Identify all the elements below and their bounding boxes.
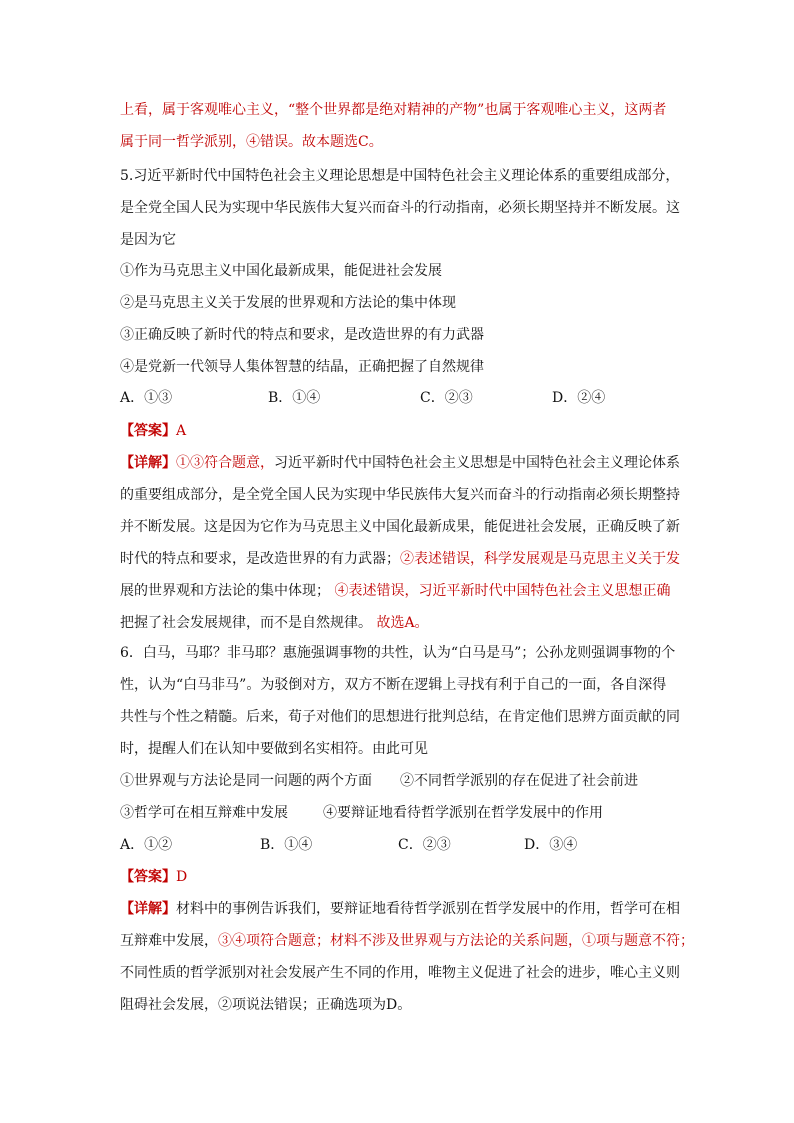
q6-option-b: B．①④: [260, 837, 313, 853]
q5-analysis-line: 时代的特点和要求，是改造世界的有力武器；②表述错误，科学发展观是马克思主义关于发: [120, 551, 680, 567]
q6-option-d: D．③④: [524, 837, 578, 853]
q5-analysis-line: 把握了社会发展规律，而不是自然规律。 故选A。: [120, 615, 429, 631]
question-6-analysis: [120, 893, 694, 1021]
q6-statement-3: ③哲学可在相互辩难中发展: [120, 805, 288, 821]
q5-analysis-line: 并不断发展。这是因为它作为马克思主义中国化最新成果，能促进社会发展，正确反映了新: [120, 519, 680, 535]
q5-statement-4: ④是党新一代领导人集体智慧的结晶，正确把握了自然规律: [120, 359, 484, 375]
q5-statement-2: ②是马克思主义关于发展的世界观和方法论的集中体现: [120, 295, 456, 311]
answer-value: A: [176, 423, 187, 439]
q6-analysis-line: 互辩难中发展，③④项符合题意；材料不涉及世界观与方法论的关系问题，①项与题意不符；: [120, 933, 694, 949]
question-5-analysis: [120, 447, 680, 639]
q5-option-d: D．②④: [552, 390, 606, 406]
q5-statement-3: ③正确反映了新时代的特点和要求，是改造世界的有力武器: [120, 327, 484, 343]
q6-stem-line: 共性与个性之精髓。后来，荀子对他们的思想进行批判总结，在肯定他们思辨方面贡献的同: [120, 709, 680, 725]
question-5-statements: [120, 255, 680, 383]
question-6-statements-row-1: [120, 765, 680, 797]
q6-analysis-line: 阻碍社会发展，②项说法错误；正确选项为D。: [120, 997, 412, 1013]
question-6-answer: [120, 861, 680, 893]
q5-stem-line: 是全党全国人民为实现中华民族伟大复兴而奋斗的行动指南，必须长期坚持并不断发展。这: [120, 200, 680, 216]
question-6-options: [120, 829, 680, 861]
q6-stem-line: 性，认为“白马非马”。为驳倒对方，双方不断在逻辑上寻找有利于自己的一面，各自深得: [120, 677, 667, 693]
prev-explanation-line-1: 上看，属于客观唯心主义，“整个世界都是绝对精神的产物”也属于客观唯心主义，这两者: [120, 102, 667, 118]
q6-stem-line: 6．白马，马耶？非马耶？惠施强调事物的共性，认为“白马是马”；公孙龙则强调事物的个: [120, 645, 676, 661]
q6-statement-4: ④要辩证地看待哲学派别在哲学发展中的作用: [323, 805, 603, 821]
prev-explanation: [120, 94, 680, 158]
q5-stem-line: 5.习近平新时代中国特色社会主义理论思想是中国特色社会主义理论体系的重要组成部分，: [120, 168, 680, 184]
q6-option-a: A．①②: [120, 837, 173, 853]
q6-analysis-line: 【详解】材料中的事例告诉我们，要辩证地看待哲学派别在哲学发展中的作用，哲学可在相: [120, 901, 680, 917]
q6-stem-line: 时，提醒人们在认知中要做到名实相符。由此可见: [120, 741, 428, 757]
prev-explanation-line-2: 属于同一哲学派别，④错误。故本题选C。: [120, 134, 383, 150]
question-6-stem: [120, 637, 680, 765]
question-6-statements-row-2: [120, 797, 680, 829]
analysis-label: 【详解】: [120, 901, 176, 917]
question-5-options: [120, 382, 680, 414]
q5-option-c: C．②③: [420, 390, 473, 406]
q6-option-c: C．②③: [398, 837, 451, 853]
q5-analysis-line: 的重要组成部分，是全党全国人民为实现中华民族伟大复兴而奋斗的行动指南必须长期整持: [120, 487, 680, 503]
q6-statement-2: ②不同哲学派别的存在促进了社会前进: [400, 773, 638, 789]
q5-analysis-line: 展的世界观和方法论的集中体现； ④表述错误，习近平新时代中国特色社会主义思想正确: [120, 583, 671, 599]
q5-option-a: A．①③: [120, 390, 173, 406]
q5-analysis-line: 【详解】①③符合题意，习近平新时代中国特色社会主义思想是中国特色社会主义理论体系: [120, 455, 680, 471]
q5-statement-1: ①作为马克思主义中国化最新成果，能促进社会发展: [120, 263, 442, 279]
analysis-label: 【详解】: [120, 455, 176, 471]
q6-statement-1: ①世界观与方法论是同一问题的两个方面: [120, 773, 372, 789]
q6-analysis-line: 不同性质的哲学派别对社会发展产生不同的作用，唯物主义促进了社会的进步，唯心主义则: [120, 965, 680, 981]
question-5-answer: [120, 415, 680, 447]
question-5-stem: [120, 160, 680, 256]
q5-stem-line: 是因为它: [120, 232, 176, 248]
q5-option-b: B．①④: [268, 390, 321, 406]
answer-label: 【答案】: [120, 423, 176, 439]
answer-label: 【答案】: [120, 869, 176, 885]
answer-value: D: [176, 869, 188, 885]
